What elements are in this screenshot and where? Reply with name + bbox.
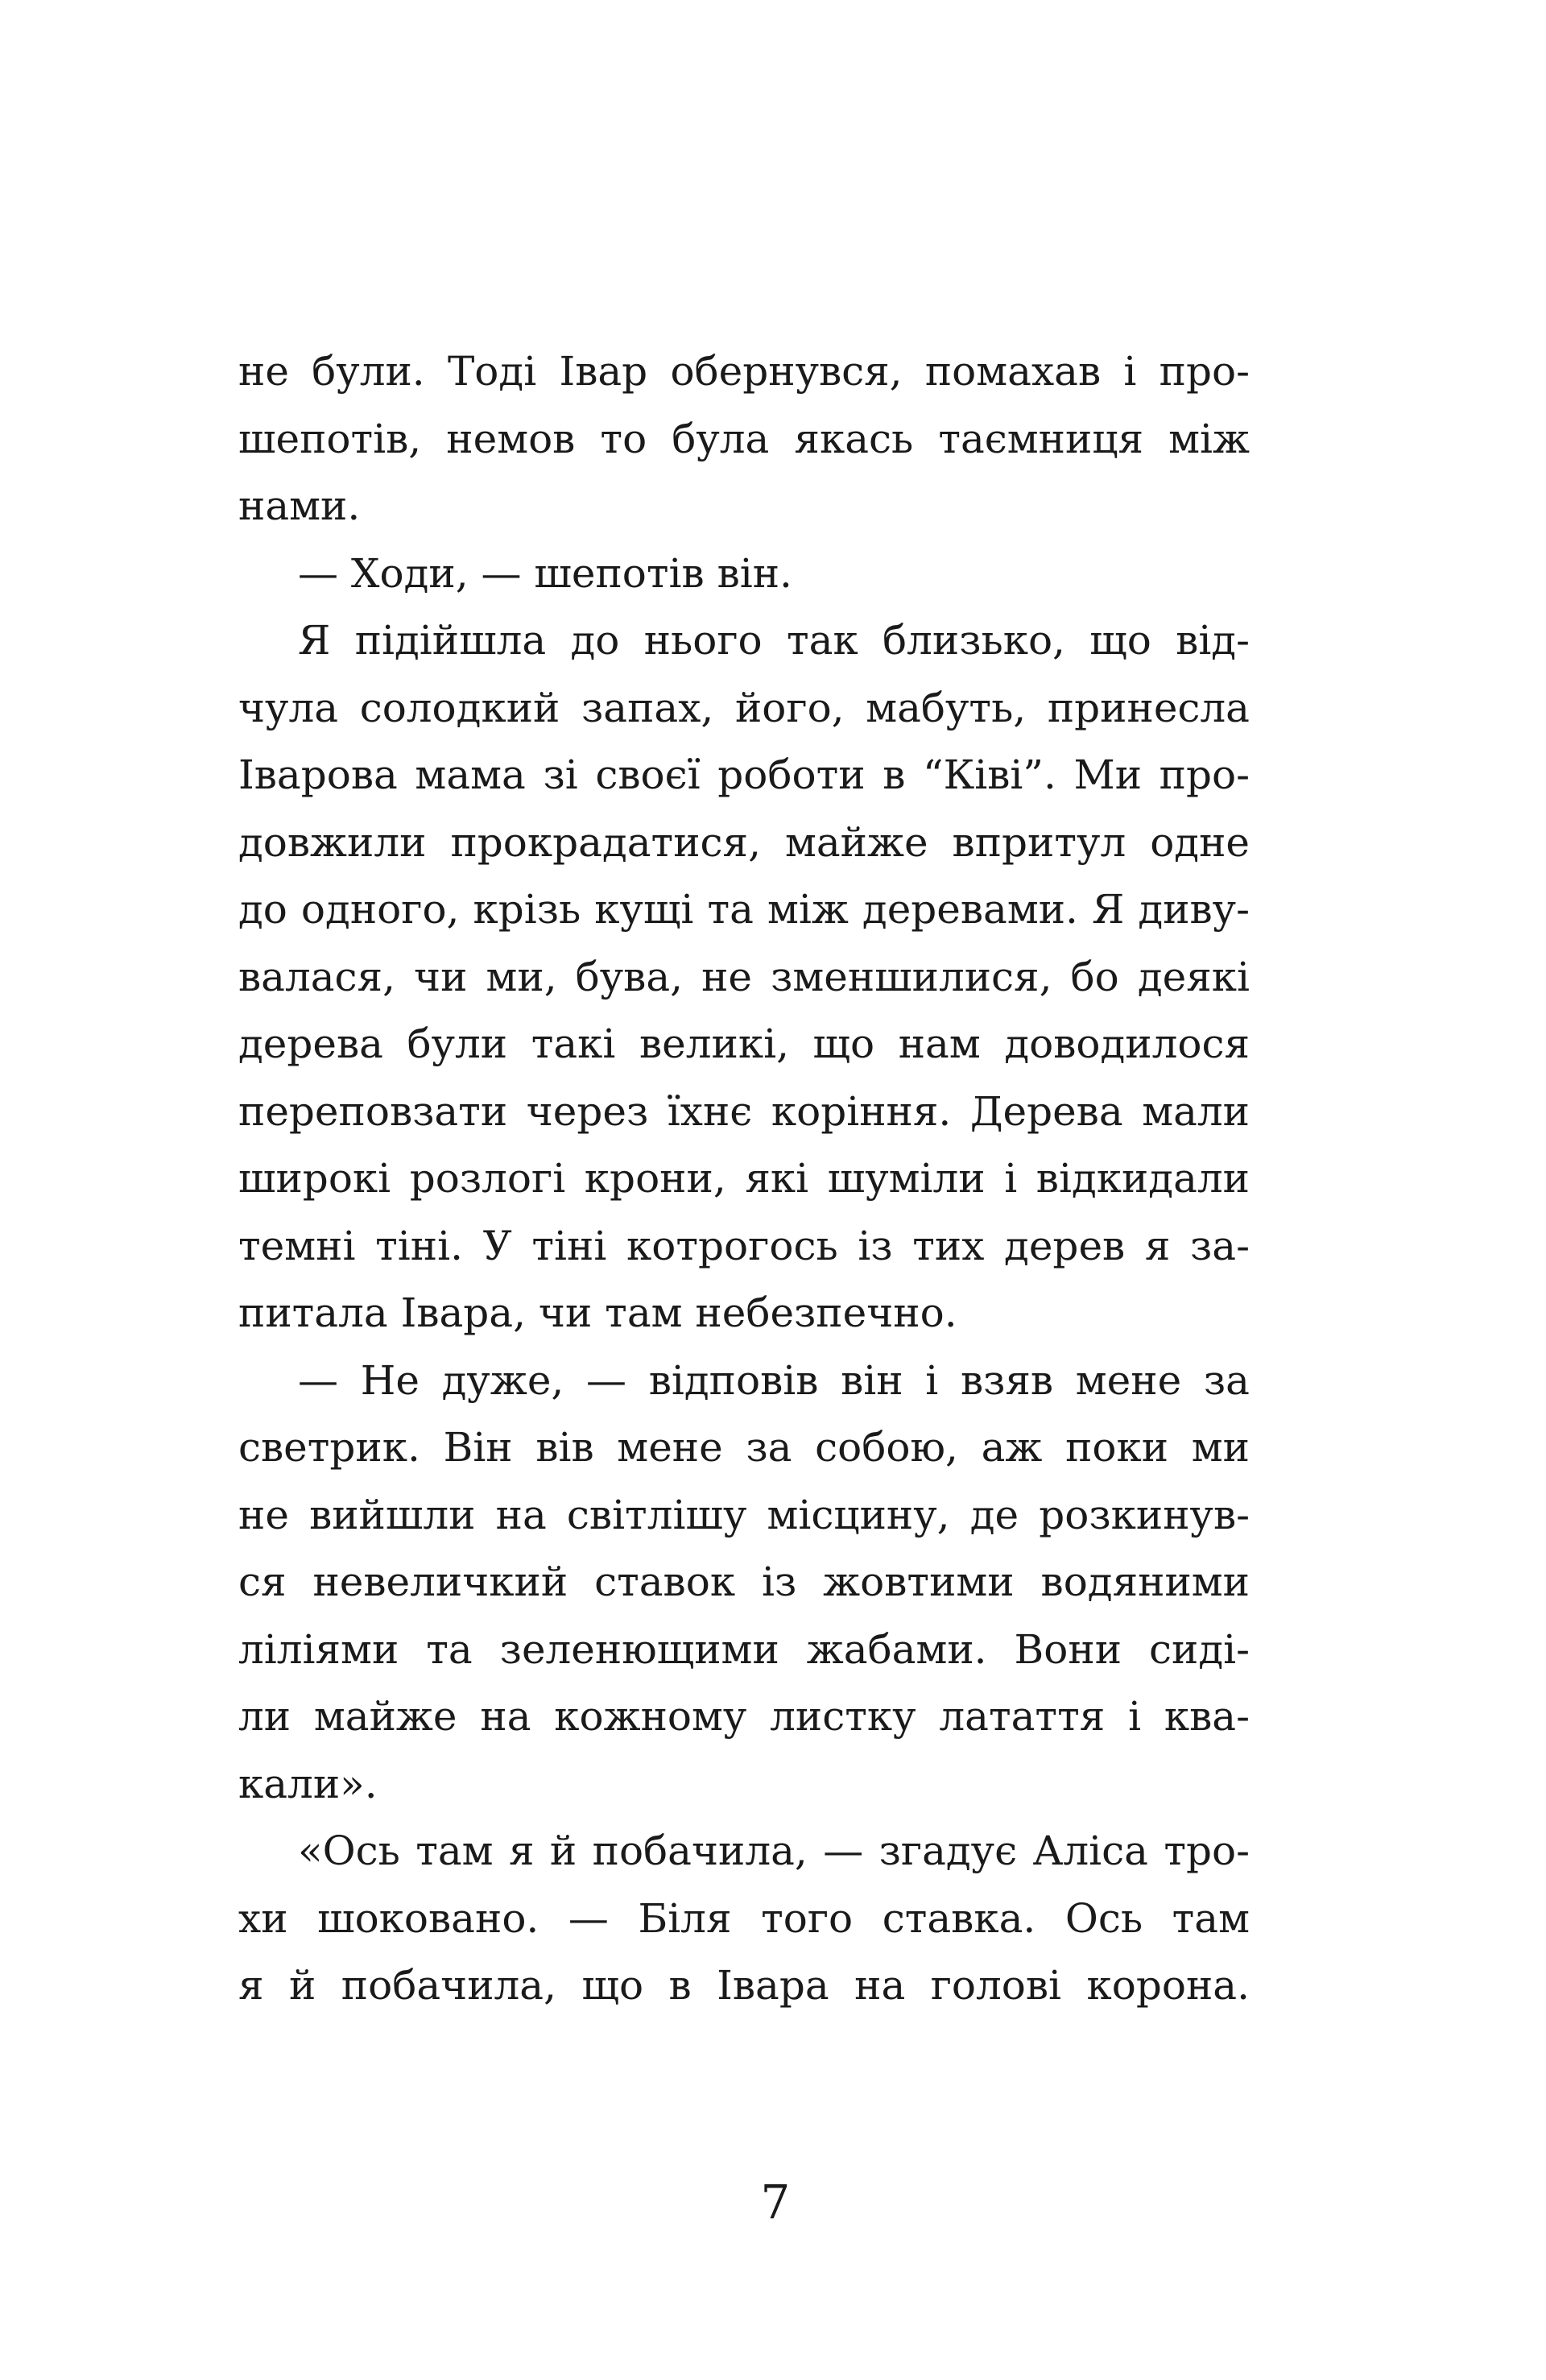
- text-line: темні тіні. У тіні котрогось із тих дерев я за-: [238, 1222, 1250, 1269]
- text-line: я й побачила, що в Івара на голові корона.: [238, 1962, 1250, 2009]
- text-line: не були. Тоді Івар обернувся, помахав і про-: [238, 348, 1250, 395]
- text-line: ліліями та зеленющими жабами. Вони сиді-: [238, 1625, 1250, 1673]
- text-line: валася, чи ми, бува, не зменшилися, бо деякі: [238, 953, 1250, 1000]
- text-line: переповзати через їхнє коріння. Дерева мали: [238, 1087, 1250, 1135]
- text-line: кали».: [238, 1760, 378, 1807]
- text-line: Іварова мама зі своєї роботи в “Ківі”. Ми про-: [238, 751, 1250, 798]
- text-line: — Не дуже, — відповів він і взяв мене за: [298, 1356, 1250, 1404]
- text-line: Я підійшла до нього так близько, що від-: [298, 617, 1250, 664]
- text-line: дерева були такі великі, що нам доводилося: [238, 1020, 1250, 1067]
- text-line: довжили прокрадатися, майже впритул одне: [238, 818, 1250, 866]
- text-line: ли майже на кожному листку латаття і ква-: [238, 1693, 1250, 1740]
- text-line: ся невеличкий ставок із жовтими водяними: [238, 1558, 1250, 1605]
- text-line: шепотів, немов то була якась таємниця між: [238, 415, 1250, 462]
- text-line: «Ось там я й побачила, — згадує Аліса тро-: [298, 1827, 1250, 1874]
- page-number: [0, 2175, 1546, 2229]
- text-line: широкі розлогі крони, які шуміли і відкидали: [238, 1155, 1250, 1202]
- page-number-text: 7: [760, 2175, 791, 2229]
- text-line: нами.: [238, 482, 361, 529]
- text-line: чула солодкий запах, його, мабуть, принесла: [238, 684, 1250, 731]
- body-text: [238, 338, 1250, 2020]
- text-line: хи шоковано. — Біля того ставка. Ось там: [238, 1894, 1250, 1942]
- text-line: не вийшли на світлішу місцину, де розкинув-: [238, 1491, 1250, 1538]
- text-line: до одного, крізь кущі та між деревами. Я диву-: [238, 886, 1250, 933]
- text-line: питала Івара, чи там небезпечно.: [238, 1289, 957, 1336]
- text-line: — Ходи, — шепотів він.: [298, 549, 792, 597]
- text-line: светрик. Він вів мене за собою, аж поки ми: [238, 1424, 1250, 1471]
